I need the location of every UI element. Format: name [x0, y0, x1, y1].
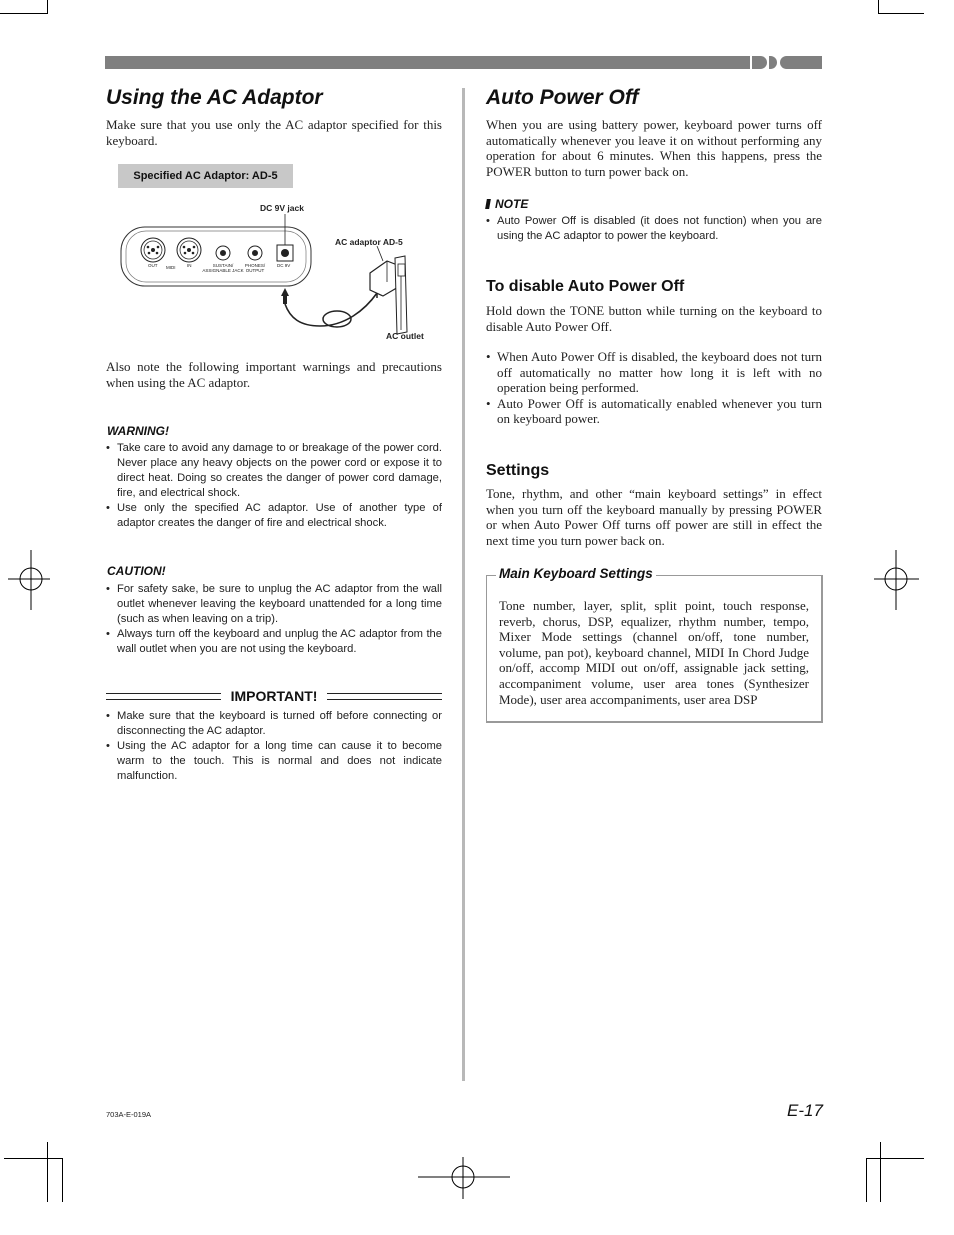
left-title: Using the AC Adaptor: [106, 86, 323, 109]
important-item: • Make sure that the keyboard is turned off before connecting or disconnecting the AC adaptor.: [106, 709, 442, 739]
settings-title: Settings: [486, 462, 550, 479]
registration-mark-left: [0, 550, 50, 610]
disable-item: • When Auto Power Off is disabled, the keyboard does not turn off automatically no matter how long it is left with no operation being performed.: [486, 349, 822, 396]
important-header: [106, 689, 442, 705]
column-divider: [462, 88, 465, 1081]
registration-mark-right: [874, 550, 924, 610]
port-in-label: IN: [187, 263, 192, 268]
footer-code: 703A-E-019A: [106, 1110, 152, 1119]
header-tab: [752, 56, 767, 69]
warning-item: • Take care to avoid any damage to or breakage of the power cord. Never place any heavy objects on the power cord or expose it to direct heat. Doing so creates the danger of power cord damage, fire, and electrical shock.: [106, 441, 442, 501]
important-list: [106, 709, 442, 784]
disable-text: Hold down the TONE button while turning on the keyboard to disable Auto Power Off.: [486, 303, 822, 334]
right-intro: When you are using battery power, keyboard power turns off automatically whenever you leave it on without performing any operation for about 6 minutes. When this happens, press the POWER button to turn power back on.: [486, 117, 822, 179]
spec-box: Specified AC Adaptor: AD-5: [118, 164, 293, 188]
disable-item: • Auto Power Off is automatically enabled whenever you turn on keyboard power.: [486, 396, 822, 427]
note-list: [486, 214, 822, 244]
adaptor-label: AC adaptor AD-5: [335, 237, 403, 247]
note-icon: [485, 199, 491, 209]
caution-item: • For safety sake, be sure to unplug the AC adaptor from the wall outlet whenever leaving the keyboard unattended for a long time (such as when leaving on a trip).: [106, 582, 442, 627]
right-title: Auto Power Off: [486, 86, 639, 109]
diagram-art: [115, 198, 435, 348]
also-note: Also note the following important warnings and precautions when using the AC adaptor.: [106, 359, 442, 390]
caution-list: [106, 582, 442, 657]
port-phones-label: PHONES/ OUTPUT: [244, 263, 266, 273]
header-tab: [769, 56, 777, 69]
port-midi-label: MIDI: [166, 265, 176, 270]
caution-label: CAUTION!: [107, 564, 166, 578]
important-label: IMPORTANT!: [230, 688, 318, 704]
important-item: • Using the AC adaptor for a long time can cause it to become warm to the touch. This is normal and does not indicate malfunction.: [106, 739, 442, 784]
note-item: • Auto Power Off is disabled (it does not function) when you are using the AC adaptor to power the keyboard.: [486, 214, 822, 244]
disable-title: To disable Auto Power Off: [486, 278, 685, 295]
disable-list: [486, 349, 822, 427]
page-number: E-17: [787, 1101, 823, 1120]
caution-item: • Always turn off the keyboard and unplug the AC adaptor from the wall outlet when you are not using the keyboard.: [106, 627, 442, 657]
warning-label: WARNING!: [107, 424, 169, 438]
main-settings-text: Tone number, layer, split, split point, touch response, reverb, chorus, DSP, equalizer, rhythm number, tempo, Mixer Mode settings (channel on/off, tone number, volume, pan pot), keyboard channel, MIDI In Chord Judge on/off, accomp MIDI out on/off, assignable jack setting, accompaniment volume, user area tones (Synthesizer Mode), user area accompaniments, user area DSP: [499, 598, 809, 707]
registration-mark-bottom: [418, 1155, 510, 1235]
port-sustain-label: SUSTAIN/ ASSIGNABLE JACK: [202, 263, 244, 273]
warning-list: [106, 441, 442, 531]
header-bar: [105, 56, 750, 69]
connection-diagram: [115, 198, 435, 348]
settings-text: Tone, rhythm, and other “main keyboard settings” in effect when you turn off the keyboard manually by pressing POWER or when Auto Power Off turns off power are still in effect the next time you turn power back on.: [486, 486, 822, 548]
note-label: NOTE: [495, 197, 529, 211]
dc-jack-label: DC 9V jack: [260, 203, 304, 213]
note-heading: [486, 197, 528, 211]
port-dc-label: DC 9V: [277, 263, 291, 268]
header-tab: [780, 56, 822, 69]
left-intro: Make sure that you use only the AC adaptor specified for this keyboard.: [106, 117, 442, 148]
warning-item: • Use only the specified AC adaptor. Use of another type of adaptor creates the danger of fire and electrical shock.: [106, 501, 442, 531]
port-out-label: OUT: [148, 263, 158, 268]
outlet-label: AC outlet: [386, 331, 424, 341]
main-settings-label: Main Keyboard Settings: [496, 566, 656, 581]
